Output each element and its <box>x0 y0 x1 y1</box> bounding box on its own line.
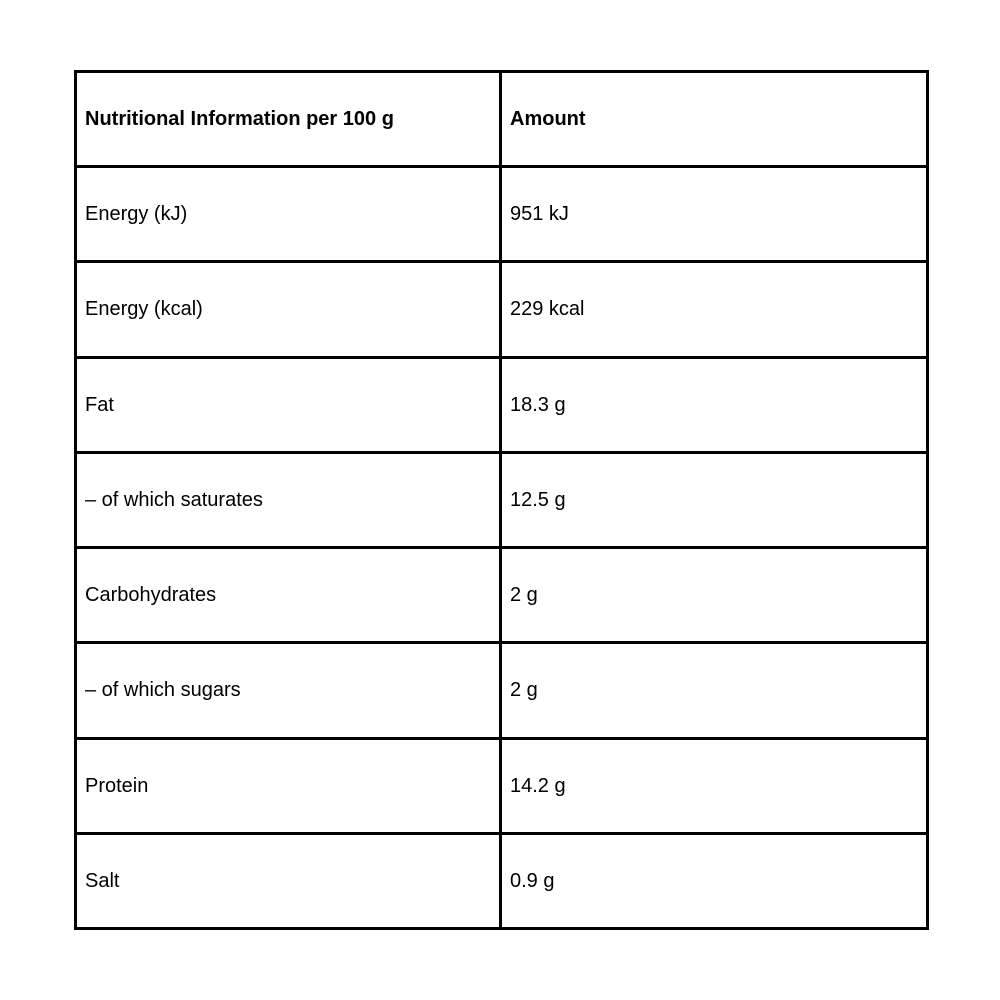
amount-cell: 951 kJ <box>501 167 928 262</box>
amount-cell: 2 g <box>501 643 928 738</box>
nutrient-cell: – of which sugars <box>76 643 501 738</box>
amount-cell: 14.2 g <box>501 738 928 833</box>
table-row <box>76 452 928 547</box>
amount-cell: 18.3 g <box>501 357 928 452</box>
table-row <box>76 167 928 262</box>
table-row <box>76 833 928 928</box>
table-row <box>76 357 928 452</box>
header-nutrient: Nutritional Information per 100 g <box>76 72 501 167</box>
nutrient-cell: Protein <box>76 738 501 833</box>
nutrient-cell: – of which saturates <box>76 452 501 547</box>
table-row <box>76 262 928 357</box>
nutrition-table <box>74 70 929 930</box>
nutrient-cell: Energy (kcal) <box>76 262 501 357</box>
amount-cell: 0.9 g <box>501 833 928 928</box>
table-row <box>76 643 928 738</box>
table-header-row <box>76 72 928 167</box>
table-row <box>76 548 928 643</box>
nutrient-cell: Energy (kJ) <box>76 167 501 262</box>
header-amount: Amount <box>501 72 928 167</box>
table-row <box>76 738 928 833</box>
nutrient-cell: Carbohydrates <box>76 548 501 643</box>
nutrient-cell: Fat <box>76 357 501 452</box>
amount-cell: 229 kcal <box>501 262 928 357</box>
amount-cell: 2 g <box>501 548 928 643</box>
amount-cell: 12.5 g <box>501 452 928 547</box>
nutrient-cell: Salt <box>76 833 501 928</box>
